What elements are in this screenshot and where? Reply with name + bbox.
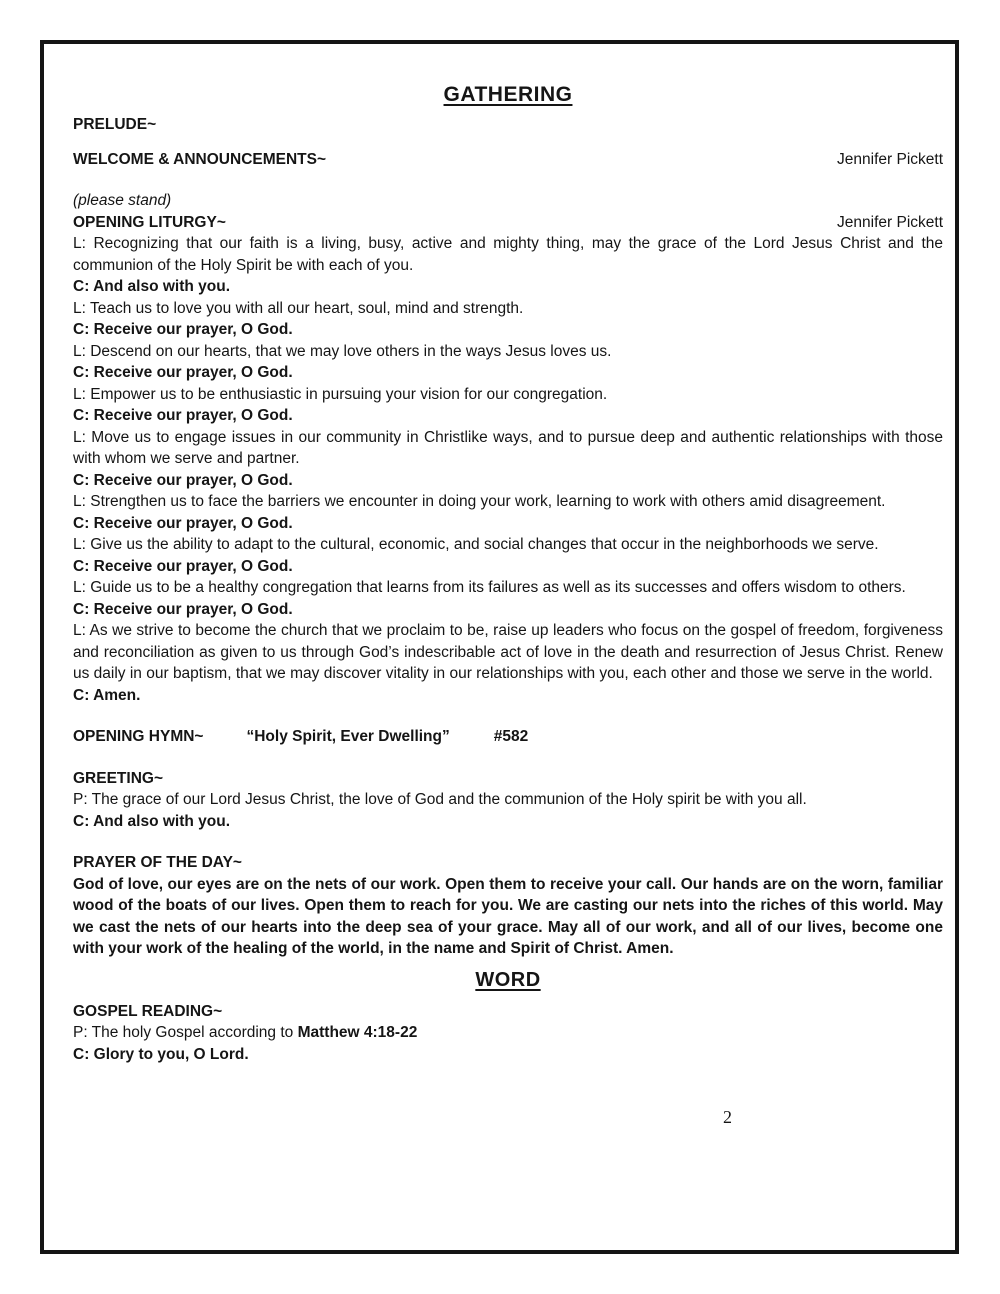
- liturgy-line: L: Teach us to love you with all our heart, soul, mind and strength.: [73, 299, 524, 317]
- gospel-intro-line: [73, 1022, 943, 1044]
- opening-liturgy-heading: OPENING LITURGY~: [73, 213, 226, 231]
- opening-hymn-row: [73, 726, 943, 748]
- prayer-of-the-day-section: [73, 852, 943, 960]
- liturgy-line: C: Amen.: [73, 686, 141, 704]
- liturgy-line: C: Receive our prayer, O God.: [73, 471, 293, 489]
- gospel-reference: Matthew 4:18-22: [297, 1024, 418, 1041]
- liturgy-line: L: Empower us to be enthusiastic in pursuing your vision for our congregation.: [73, 385, 608, 403]
- liturgy-line: L: Give us the ability to adapt to the cultural, economic, and social changes that occur in the neighborhoods we serve.: [73, 536, 879, 553]
- stage-direction: (please stand): [73, 192, 172, 209]
- prelude-heading: PRELUDE~: [73, 116, 157, 133]
- opening-liturgy-performer-name: Jennifer Pickett: [837, 213, 943, 231]
- liturgy-line: L: Guide us to be a healthy congregation that learns from its failures as well as its successes and offers wisdom to others.: [73, 579, 906, 596]
- greeting-response-line: C: And also with you.: [73, 812, 231, 830]
- hymn-title: “Holy Spirit, Ever Dwelling”: [246, 728, 450, 745]
- liturgy-line: C: Receive our prayer, O God.: [73, 321, 293, 338]
- welcome-heading: WELCOME & ANNOUNCEMENTS~: [73, 150, 327, 168]
- liturgy-line: L: As we strive to become the church that we proclaim to be, raise up leaders who focus on the gospel of freedom, forgiveness and reconciliation as given to us through God’s indescribable act of love in the death and resurrection of Jesus Christ. Renew us daily in our baptism, that we may discover vitality in our relationships with you, each other and those we serve in the world.: [73, 622, 943, 682]
- page-frame: [40, 40, 959, 1254]
- bulletin-page: [73, 82, 943, 1129]
- liturgy-line: L: Move us to engage issues in our community in Christlike ways, and to pursue deep and authentic relationships with those with whom we serve and partner.: [73, 428, 943, 467]
- greeting-leader-line: P: The grace of our Lord Jesus Christ, the love of God and the communion of the Holy spirit be with you all.: [73, 791, 807, 808]
- gospel-response-line: C: Glory to you, O Lord.: [73, 1045, 249, 1063]
- liturgy-line: C: Receive our prayer, O God.: [73, 557, 293, 575]
- section-title-gathering: GATHERING: [443, 83, 573, 106]
- prayer-of-the-day-text: God of love, our eyes are on the nets of our work. Open them to receive your call. Our hands are on the worn, familiar wood of the boats of our lives. Open them to reach for you. We are casting our nets into the riches of this world. May we cast the nets of our hearts into the deep sea of your grace. May all of our work, and all of our lives, become one with your work of the healing of the world, in the name and Spirit of Christ. Amen.: [73, 875, 943, 957]
- liturgy-line: L: Strengthen us to face the barriers we encounter in doing your work, learning to work with others amid disagreement.: [73, 493, 886, 510]
- liturgy-line: C: Receive our prayer, O God.: [73, 364, 293, 381]
- opening-hymn-heading: OPENING HYMN~: [73, 728, 204, 745]
- opening-liturgy-lines: [73, 233, 943, 706]
- gospel-reading-heading: GOSPEL READING~: [73, 1002, 223, 1020]
- section-title-word: WORD: [475, 968, 541, 991]
- prayer-of-the-day-heading: PRAYER OF THE DAY~: [73, 854, 242, 871]
- opening-liturgy-row: [73, 212, 943, 234]
- greeting-heading: GREETING~: [73, 769, 164, 787]
- hymn-number: #582: [493, 728, 529, 745]
- gospel-intro-prefix: P: The holy Gospel according to: [73, 1024, 298, 1041]
- welcome-row: [73, 149, 943, 171]
- liturgy-line: C: Receive our prayer, O God.: [73, 514, 293, 532]
- greeting-section: [73, 768, 943, 833]
- page-number: 2: [723, 1107, 732, 1127]
- liturgy-line: C: Receive our prayer, O God.: [73, 407, 293, 424]
- liturgy-line: C: Receive our prayer, O God.: [73, 600, 293, 618]
- welcome-performer-name: Jennifer Pickett: [837, 150, 943, 168]
- liturgy-line: C: And also with you.: [73, 278, 231, 295]
- gospel-reading-section: [73, 1001, 943, 1066]
- liturgy-line: L: Recognizing that our faith is a living, busy, active and mighty thing, may the grace of the Lord Jesus Christ and the communion of the Holy Spirit be with each of you.: [73, 235, 943, 274]
- liturgy-line: L: Descend on our hearts, that we may love others in the ways Jesus loves us.: [73, 342, 612, 360]
